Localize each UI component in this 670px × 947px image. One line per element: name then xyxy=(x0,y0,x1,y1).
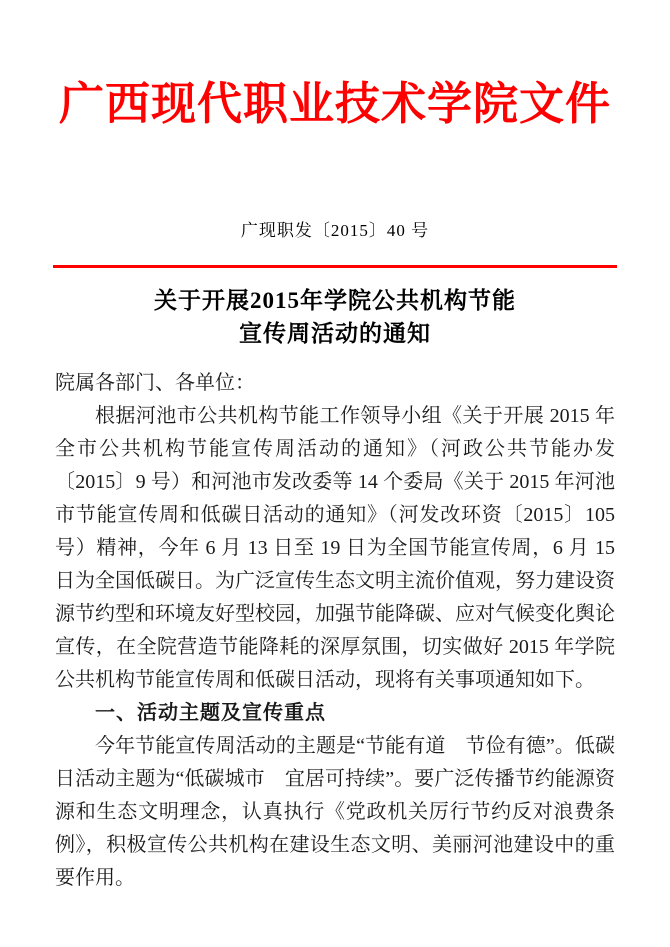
document-title xyxy=(0,284,670,350)
document-body xyxy=(0,367,670,895)
document-title-line1: 关于开展2015年学院公共机构节能 xyxy=(154,288,516,313)
paragraph-theme: 今年节能宣传周活动的主题是“节能有道 节俭有德”。低碳日活动主题为“低碳城市 宜居可持续”。要广泛传播节约能源资源和生态文明理念，认真执行《党政机关厉行节约反对浪费条例》，积极宣传公共机构在建设生态文明、美丽河池建设中的重要作用。 xyxy=(55,735,615,889)
document-title-line2: 宣传周活动的通知 xyxy=(239,321,431,346)
red-separator-line xyxy=(53,265,617,268)
salutation: 院属各部门、各单位： xyxy=(55,372,255,394)
document-number: 广现职发〔2015〕40 号 xyxy=(240,221,430,240)
section-heading-1: 一、活动主题及宣传重点 xyxy=(95,702,326,724)
agency-header-title: 广西现代职业技术学院文件 xyxy=(58,79,611,129)
paragraph-basis: 根据河池市公共机构节能工作领导小组《关于开展 2015 年全市公共机构节能宣传周活动的通知》（河政公共节能办发〔2015〕9 号）和河池市发改委等 14 个委局《关于 2015 年河池市节能宣传周和低碳日活动的通知》（河发改环资〔2015〕105 号）精神，今年 6 月 13 日至 19 日为全国节能宣传周，6 月 15 日为全国低碳日。为广泛宣传生态文明主流价值观，努力建设资源节约型和环境友好型校园，加强节能降碳、应对气候变化舆论宣传，在全院营造节能降耗的深厚氛围，切实做好 2015 年学院公共机构节能宣传周和低碳日活动，现将有关事项通知如下。 xyxy=(55,405,615,691)
